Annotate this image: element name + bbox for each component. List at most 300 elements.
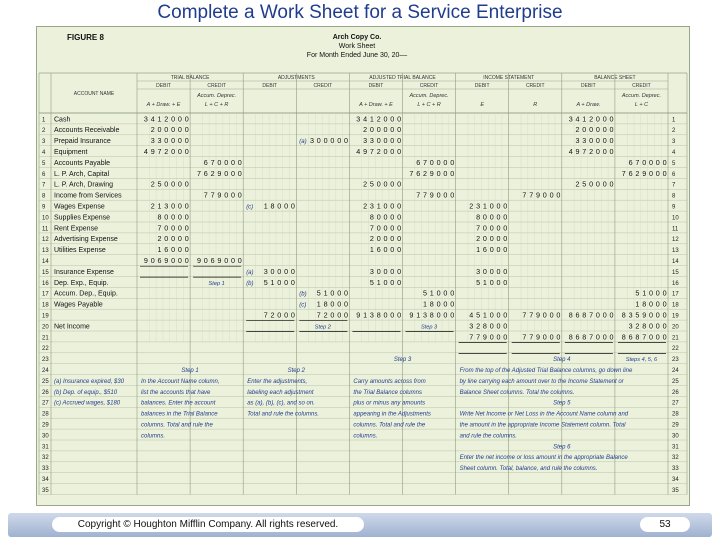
amount-digit: 7: [642, 332, 647, 342]
amount-digit: 0: [224, 168, 229, 178]
line-number: 31: [42, 444, 49, 451]
amount-digit: 0: [323, 136, 328, 146]
amount-digit: 0: [177, 212, 182, 222]
amount-digit: 0: [337, 310, 342, 320]
amount-digit: 1: [482, 201, 487, 211]
amount-digit: 0: [489, 234, 494, 244]
amount-digit: 0: [184, 234, 189, 244]
line-number: 10: [672, 215, 679, 222]
amount-digit: 0: [383, 179, 388, 189]
amount-digit: 0: [344, 136, 348, 146]
amount-digit: 7: [157, 223, 162, 233]
line-number: 1: [672, 117, 676, 124]
amount-digit: 7: [476, 332, 481, 342]
copyright-notice: Copyright © Houghton Mifflin Company. All rights reserved.: [52, 517, 364, 532]
amount-digit: 0: [482, 234, 487, 244]
amount-digit: 0: [177, 114, 182, 124]
account-name: Accounts Payable: [54, 159, 111, 167]
line-number: 4: [42, 150, 46, 156]
step-instruction: as (a), (b), (c), and so on.: [247, 400, 315, 407]
amount-digit: 0: [284, 201, 289, 211]
formula-text: A + Draw.: [576, 102, 601, 108]
amount-digit: 1: [429, 288, 434, 298]
step-instruction: Step 3: [393, 357, 412, 364]
amount-digit: 0: [184, 147, 189, 156]
line-number: 13: [42, 248, 49, 255]
amount-digit: 0: [496, 321, 501, 331]
line-number: 20: [672, 324, 679, 331]
amount-digit: 3: [369, 136, 374, 146]
amount-digit: 0: [589, 179, 594, 189]
amount-digit: 5: [316, 288, 321, 298]
amount-digit: 9: [197, 256, 201, 265]
amount-digit: 0: [582, 125, 587, 135]
line-number: 12: [42, 237, 49, 244]
amount-digit: 0: [390, 136, 395, 146]
adjustment-letter: (a): [246, 269, 254, 276]
amount-digit: 1: [363, 310, 368, 320]
section-title: ADJUSTMENTS: [277, 75, 315, 81]
amount-digit: 0: [397, 277, 402, 287]
amount-digit: 3: [369, 266, 374, 276]
step-instruction: Step 4: [553, 357, 571, 364]
amount-digit: 3: [582, 136, 587, 146]
amount-digit: 0: [383, 277, 388, 287]
amount-digit: 7: [203, 190, 208, 200]
amount-digit: 0: [609, 147, 614, 156]
line-number: 8: [672, 193, 676, 200]
formula-text: Accum. Deprec.: [621, 93, 662, 99]
amount-digit: 9: [642, 310, 647, 320]
amount-digit: 5: [369, 277, 374, 287]
amount-digit: 6: [416, 157, 421, 167]
amount-digit: 2: [270, 310, 275, 320]
account-name: Equipment: [54, 149, 88, 156]
amount-digit: 8: [568, 332, 573, 342]
amount-digit: 0: [436, 168, 441, 178]
amount-digit: 0: [655, 310, 660, 320]
line-number: 21: [42, 335, 49, 342]
amount-digit: 9: [217, 168, 222, 178]
account-name: Cash: [54, 116, 71, 124]
amount-digit: 8: [429, 310, 434, 320]
amount-digit: 0: [595, 332, 600, 342]
amount-digit: 0: [237, 256, 242, 265]
amount-digit: 0: [602, 310, 607, 320]
amount-digit: 9: [642, 168, 647, 178]
amount-digit: 0: [556, 190, 561, 200]
amount-digit: 8: [482, 321, 487, 331]
step-instruction: Write Net Income or Net Loss in the Account Name column and: [459, 411, 629, 418]
amount-digit: 2: [369, 234, 374, 244]
amount-digit: 0: [489, 310, 494, 320]
amount-digit: 0: [489, 245, 494, 255]
amount-digit: 3: [157, 136, 162, 146]
amount-digit: 0: [224, 157, 229, 167]
amount-digit: 0: [171, 256, 176, 265]
amount-digit: 7: [529, 332, 534, 342]
amount-digit: 0: [450, 299, 455, 309]
amount-digit: 0: [184, 245, 189, 255]
footer-bar: [8, 513, 712, 537]
line-number: 29: [672, 422, 679, 429]
step-instruction: columns.: [353, 433, 378, 440]
line-number: 26: [672, 389, 679, 396]
step-instruction: the amount in the appropriate Income Statement column. Total: [459, 422, 626, 429]
account-name: Income from Services: [54, 192, 122, 200]
line-number: 11: [42, 226, 49, 233]
amount-digit: 1: [642, 288, 647, 298]
amount-digit: 7: [476, 223, 481, 233]
amount-digit: 7: [469, 332, 474, 342]
amount-digit: 6: [628, 168, 633, 178]
amount-digit: 0: [171, 245, 176, 255]
step-instruction: (c) Accrued wages, $180: [54, 400, 121, 407]
amount-digit: 0: [443, 310, 448, 320]
line-number: 6: [42, 171, 46, 178]
amount-digit: 0: [164, 223, 169, 233]
line-number: 5: [42, 160, 46, 167]
amount-digit: 1: [482, 277, 487, 287]
amount-digit: 3: [164, 201, 169, 211]
line-number: 24: [42, 368, 49, 374]
amount-digit: 5: [157, 179, 162, 189]
amount-digit: 5: [423, 288, 427, 298]
amount-digit: 1: [263, 201, 268, 211]
amount-digit: 0: [383, 147, 388, 156]
amount-digit: 0: [556, 332, 561, 342]
amount-digit: 3: [150, 136, 155, 146]
amount-digit: 3: [476, 201, 481, 211]
line-number: 9: [42, 204, 46, 211]
amount-digit: 1: [316, 299, 321, 309]
step-instruction: columns.: [141, 433, 166, 440]
amount-digit: 0: [376, 179, 381, 189]
amount-digit: 0: [595, 136, 600, 146]
amount-digit: 0: [184, 125, 189, 135]
amount-digit: 0: [649, 299, 653, 309]
step-instruction: Carry amounts across from: [353, 378, 426, 385]
line-number: 9: [672, 204, 676, 211]
step-instruction: and rule the columns.: [459, 433, 517, 440]
amount-digit: 0: [171, 234, 176, 244]
amount-digit: 0: [171, 114, 176, 124]
column-header: DEBIT: [262, 83, 278, 89]
line-number: 16: [672, 280, 679, 287]
amount-digit: 0: [397, 179, 402, 189]
amount-digit: 0: [503, 234, 508, 244]
amount-digit: 0: [330, 299, 335, 309]
amount-digit: 1: [376, 277, 381, 287]
amount-digit: 6: [575, 332, 580, 342]
slide-title: Complete a Work Sheet for a Service Enterprise: [157, 2, 563, 23]
formula-text: L + C + R: [417, 102, 441, 108]
step-instruction: (a) Insurance expired, $30: [54, 378, 125, 385]
amount-digit: 0: [217, 157, 222, 167]
amount-digit: 5: [263, 277, 268, 287]
amount-digit: 0: [595, 114, 600, 124]
line-number: 22: [672, 346, 679, 353]
amount-digit: 3: [356, 114, 361, 124]
adjustment-letter: (a): [299, 139, 307, 146]
amount-digit: 0: [177, 245, 182, 255]
amount-digit: 9: [409, 310, 414, 320]
amount-digit: 0: [496, 245, 501, 255]
amount-digit: 2: [575, 125, 580, 135]
line-number: 4: [672, 150, 676, 156]
amount-digit: 0: [489, 266, 494, 276]
line-number: 14: [672, 259, 679, 265]
amount-digit: 0: [450, 157, 455, 167]
section-title: ADJUSTED TRIAL BALANCE: [369, 75, 436, 81]
account-name: L. P. Arch, Drawing: [54, 181, 114, 189]
account-name: Wages Payable: [54, 301, 103, 309]
amount-digit: 3: [423, 310, 427, 320]
line-number: 25: [42, 378, 49, 385]
amount-digit: 1: [376, 201, 381, 211]
column-header: CREDIT: [419, 83, 439, 89]
amount-digit: 0: [157, 125, 162, 135]
amount-digit: 0: [177, 179, 182, 189]
line-number: 14: [42, 259, 49, 265]
step-instruction: labeling each adjustment: [247, 389, 314, 396]
amount-digit: 0: [556, 310, 561, 320]
amount-digit: 0: [390, 212, 395, 222]
amount-digit: 0: [503, 321, 508, 331]
amount-digit: 0: [270, 266, 275, 276]
amount-digit: 0: [376, 136, 381, 146]
amount-digit: 8: [642, 321, 647, 331]
amount-digit: 0: [203, 256, 208, 265]
amount-digit: 7: [582, 147, 587, 156]
amount-digit: 3: [369, 201, 374, 211]
line-number: 32: [672, 455, 679, 462]
amount-digit: 9: [429, 168, 434, 178]
amount-digit: 5: [369, 179, 374, 189]
formula-text: R: [533, 102, 538, 108]
amount-digit: 6: [203, 157, 208, 167]
column-header: DEBIT: [474, 83, 490, 89]
amount-digit: 0: [503, 310, 508, 320]
amount-digit: 0: [609, 114, 614, 124]
amount-digit: 0: [662, 299, 667, 309]
account-name: Accum. Dep., Equip.: [54, 290, 118, 298]
line-number: 16: [42, 280, 49, 287]
amount-digit: 0: [549, 190, 554, 200]
amount-digit: 2: [575, 179, 580, 189]
amount-digit: 0: [595, 179, 600, 189]
amount-digit: 8: [621, 310, 626, 320]
amount-digit: 0: [662, 332, 667, 342]
amount-digit: 0: [171, 201, 176, 211]
amount-digit: 0: [662, 321, 667, 331]
amount-digit: 5: [635, 288, 640, 298]
amount-digit: 2: [589, 114, 594, 124]
amount-digit: 0: [383, 201, 388, 211]
amount-digit: 0: [662, 168, 667, 178]
amount-digit: 5: [476, 310, 481, 320]
amount-digit: 0: [376, 266, 381, 276]
amount-digit: 9: [217, 256, 222, 265]
amount-digit: 0: [662, 157, 667, 167]
amount-digit: 0: [369, 125, 374, 135]
amount-digit: 0: [177, 125, 182, 135]
step-instruction: list the accounts that have: [141, 389, 211, 396]
amount-digit: 0: [171, 179, 176, 189]
step-instruction: Enter the net income or loss amount in the appropriate Balance: [459, 455, 628, 462]
amount-digit: 0: [496, 310, 501, 320]
amount-digit: 0: [655, 168, 660, 178]
amount-digit: 7: [522, 332, 527, 342]
line-number: 23: [42, 357, 49, 364]
step-instruction: by line carrying each amount over to the Income Statement or: [459, 378, 624, 385]
step-instruction: appearing in the Adjustments: [353, 411, 431, 418]
amount-digit: 8: [642, 299, 647, 309]
amount-digit: 0: [383, 245, 388, 255]
amount-digit: 9: [536, 332, 540, 342]
step-instruction: plus or minus any amounts: [353, 400, 426, 407]
amount-digit: 9: [536, 310, 540, 320]
amount-digit: 0: [489, 201, 494, 211]
amount-digit: 0: [542, 190, 547, 200]
amount-digit: 1: [635, 299, 640, 309]
amount-digit: 0: [450, 190, 455, 200]
amount-digit: 0: [482, 212, 487, 222]
amount-digit: 0: [376, 212, 381, 222]
step-instruction: Step 6: [553, 444, 571, 451]
amount-digit: 0: [542, 310, 547, 320]
amount-digit: 2: [635, 321, 640, 331]
amount-digit: 0: [662, 310, 667, 320]
step-label: Step 3: [420, 324, 438, 331]
amount-digit: 7: [423, 190, 427, 200]
adjustment-letter: (b): [246, 280, 254, 287]
amount-digit: 0: [397, 114, 402, 124]
line-number: 33: [672, 466, 679, 473]
worksheet-figure: [36, 26, 690, 506]
amount-digit: 0: [609, 179, 614, 189]
line-number: 7: [672, 182, 676, 189]
amount-digit: 6: [164, 245, 169, 255]
amount-digit: 0: [177, 223, 182, 233]
amount-digit: 0: [344, 288, 348, 298]
amount-digit: 9: [164, 256, 169, 265]
amount-digit: 0: [231, 256, 235, 265]
formula-text: E: [480, 102, 484, 108]
amount-digit: 7: [316, 310, 321, 320]
step-instruction: Step 1: [181, 368, 199, 374]
amount-digit: 9: [356, 310, 361, 320]
worksheet-period: For Month Ended June 30, 20––: [306, 52, 408, 59]
amount-digit: 0: [436, 310, 441, 320]
amount-digit: 0: [649, 168, 653, 178]
amount-digit: 7: [529, 310, 534, 320]
amount-digit: 6: [628, 157, 633, 167]
amount-digit: 0: [177, 136, 182, 146]
formula-text: Accum. Deprec.: [197, 93, 237, 99]
amount-digit: 6: [628, 332, 633, 342]
line-number: 25: [672, 378, 679, 385]
amount-digit: 0: [390, 234, 395, 244]
amount-digit: 0: [609, 310, 614, 320]
amount-digit: 9: [363, 147, 368, 156]
line-number: 20: [42, 324, 49, 331]
amount-digit: 3: [143, 114, 148, 124]
amount-digit: 7: [369, 147, 374, 156]
amount-digit: 0: [503, 223, 508, 233]
amount-digit: 0: [237, 168, 242, 178]
amount-digit: 6: [482, 245, 487, 255]
amount-digit: 0: [436, 288, 441, 298]
amount-digit: 2: [469, 201, 474, 211]
line-number: 30: [672, 433, 679, 440]
amount-digit: 0: [376, 125, 381, 135]
amount-digit: 8: [323, 299, 328, 309]
amount-digit: 8: [369, 212, 374, 222]
amount-digit: 9: [150, 147, 155, 156]
amount-digit: 0: [184, 201, 189, 211]
amount-digit: 0: [542, 332, 547, 342]
account-name: Advertising Expense: [54, 236, 118, 244]
amount-digit: 0: [224, 256, 229, 265]
amount-digit: 0: [390, 125, 395, 135]
amount-digit: 2: [476, 234, 481, 244]
amount-digit: 8: [270, 201, 275, 211]
amount-digit: 0: [397, 147, 402, 156]
line-number: 31: [672, 444, 679, 451]
amount-digit: 0: [503, 277, 508, 287]
amount-digit: 0: [284, 266, 289, 276]
amount-digit: 0: [277, 310, 282, 320]
amount-digit: 7: [369, 223, 374, 233]
amount-digit: 0: [184, 136, 189, 146]
amount-digit: 6: [575, 310, 580, 320]
formula-text: L + C: [634, 102, 649, 108]
amount-digit: 0: [397, 234, 402, 244]
amount-digit: 1: [482, 310, 487, 320]
amount-digit: 1: [157, 245, 162, 255]
column-header: CREDIT: [525, 83, 545, 89]
line-number: 28: [42, 411, 49, 418]
amount-digit: 8: [376, 310, 381, 320]
amount-digit: 0: [177, 147, 182, 156]
section-title: BALANCE SHEET: [594, 75, 636, 81]
amount-digit: 0: [503, 212, 508, 222]
amount-digit: 8: [582, 310, 587, 320]
amount-digit: 0: [496, 201, 501, 211]
amount-digit: 0: [503, 332, 508, 342]
amount-digit: 0: [171, 212, 176, 222]
amount-digit: 2: [476, 321, 481, 331]
amount-digit: 0: [376, 234, 381, 244]
amount-digit: 9: [217, 190, 222, 200]
amount-digit: 0: [589, 136, 594, 146]
line-number: 27: [42, 400, 49, 407]
column-header: DEBIT: [156, 83, 171, 89]
amount-digit: 0: [330, 288, 335, 298]
amount-digit: 7: [409, 168, 414, 178]
amount-digit: 3: [263, 266, 268, 276]
line-number: 17: [42, 291, 49, 298]
amount-digit: 3: [369, 310, 374, 320]
line-number: 3: [672, 139, 676, 146]
amount-digit: 0: [503, 266, 508, 276]
amount-digit: 2: [150, 201, 155, 211]
amount-digit: 0: [231, 168, 235, 178]
amount-digit: 0: [397, 310, 402, 320]
step-instruction: Step 2: [287, 368, 305, 374]
amount-digit: 3: [628, 321, 633, 331]
